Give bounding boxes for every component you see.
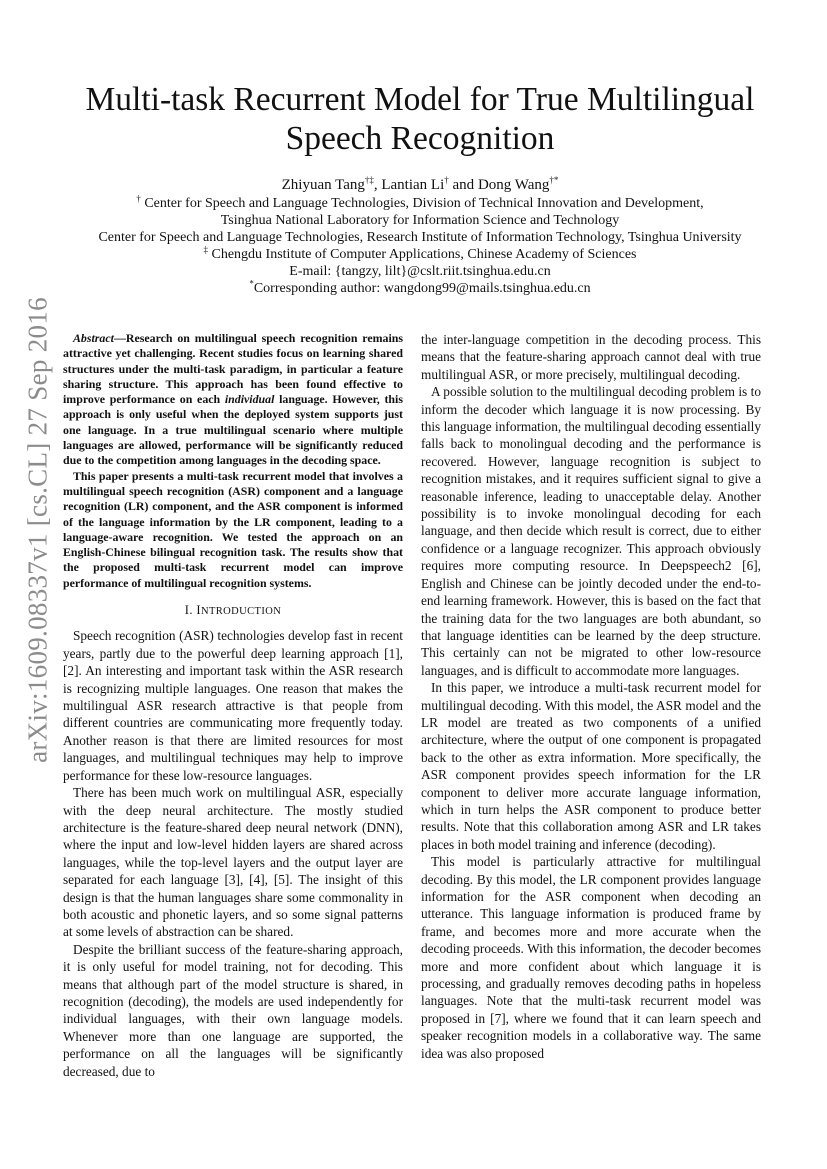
title-line-2: Speech Recognition — [285, 120, 555, 157]
abstract-label: Abstract — [73, 331, 114, 345]
corresponding-text: Corresponding author: wangdong99@mails.tsinghua.edu.cn — [253, 281, 591, 296]
affiliation-1 — [60, 195, 780, 212]
section-heading-introduction — [63, 602, 403, 620]
right-paragraph-1: the inter-language competition in the decoding process. This means that the feature-sharing approach cannot deal with true multilingual ASR, or more precisely, multilingual decoding. — [421, 332, 761, 382]
author-sep-1: , — [373, 177, 382, 193]
corresponding-author — [60, 280, 780, 297]
right-paragraph-2: A possible solution to the multilingual decoding problem is to inform the decoder which language it is now processing. By this language information, the multilingual decoding essentially falls back to monolingual decoding and the performance is recovered. However, language recognition is subject to recognition mistakes, and it requires sufficient signal to give a reasonable inference, leading to unacceptable delay. Another possibility is to invoke monolingual decoding for each language, and then decide which result is correct, due to either confidence or a language recognizer. This approach obviously requires more computing resource. In Deepspeech2 [6], English and Chinese can be jointly decoded under the end-to-end learning framework. However, this is based on the fact that the training data for the two languages are both abundant, so that language identities can be learned by the deep structure. This certainly can not be migrated to other low-resource languages, and is difficult to accommodate more languages. — [421, 384, 761, 678]
author-block — [60, 177, 780, 297]
right-column — [421, 331, 761, 1062]
email: E-mail: {tangzy, lilt}@cslt.riit.tsinghua.edu.cn — [289, 264, 551, 279]
author-2-marks: † — [444, 175, 449, 185]
abstract-p1-emphasis: individual — [224, 392, 275, 407]
author-sep-2: and — [448, 177, 478, 193]
section-number: I. — [184, 603, 197, 618]
corresponding-mark: * — [249, 278, 254, 289]
affiliation-4-text: Chengdu Institute of Computer Applications, Chinese Academy of Sciences — [208, 247, 637, 262]
affiliation-4 — [60, 246, 780, 263]
affiliation-1-text: Center for Speech and Language Technologies, Division of Technical Innovation and Development, — [140, 196, 704, 211]
affiliation-4-mark: ‡ — [203, 244, 208, 255]
affiliation-3: Center for Speech and Language Technologies, Research Institute of Information Technology, Tsinghua University — [98, 230, 742, 245]
title-line-1: Multi-task Recurrent Model for True Multilingual — [85, 81, 755, 118]
author-names — [60, 177, 780, 194]
section-cap: I — [196, 603, 201, 618]
abstract-p1-b: language. However, this approach is only useful when the deployed system supports just one language. In a true multilingual scenario where multiple languages are allowed, performance will be significantly reduced due to the competition among languages in the decoding space. — [63, 392, 403, 468]
section-rest: NTRODUCTION — [200, 606, 282, 618]
right-paragraph-4: This model is particularly attractive for multilingual decoding. By this model, the LR component provides language information for the ASR component when decoding an utterance. This language information is produced frame by frame, and becomes more and more accurate when the decoding proceeds. With this information, the decoder becomes more and more confident about which language it is processing, and gradually removes decoding paths in hopeless languages. Note that the multi-task recurrent model was proposed in [7], where we found that it can learn speech and speaker recognition models in a collaborative way. The same idea was also proposed — [421, 854, 761, 1061]
arxiv-identifier: arXiv:1609.08337v1 [cs.CL] 27 Sep 2016 — [22, 297, 53, 763]
left-paragraph-1: Speech recognition (ASR) technologies develop fast in recent years, partly due to the powerful deep learning approach [1], [2]. An interesting and important task within the ASR research is recognizing multiple languages. One reason that makes the multilingual ASR research attractive is that people from different countries are communicating more frequently today. Another reason is that there are limited resources for most languages, and multilingual techniques may help to improve performance for these low-resource languages. — [63, 628, 403, 783]
abstract-p1-a: —Research on multilingual speech recognition remains attractive yet challenging. Recent studies focus on learning shared structures under the multi-task paradigm, in particular a feature sharing structure. This approach has been found effective to improve performance on each — [63, 331, 403, 407]
author-1: Zhiyuan Tang — [281, 177, 365, 193]
affiliation-1-mark: † — [136, 193, 141, 204]
right-paragraph-3: In this paper, we introduce a multi-task recurrent model for multilingual decoding. With this model, the ASR model and the LR model are treated as two components of a unified architecture, where the output of one component is propagated back to the other as extra information. More specifically, the ASR component provides speech information for the LR component to deliver more accurate language information, which in turn helps the ASR component to produce better results. Note that this collaboration among ASR and LR takes places in both model training and inference (decoding). — [421, 680, 761, 852]
author-3: Dong Wang — [477, 177, 550, 193]
paper-title — [70, 80, 770, 158]
author-2: Lantian Li — [381, 177, 445, 193]
author-1-marks: †‡ — [364, 175, 374, 185]
affiliation-2: Tsinghua National Laboratory for Information Science and Technology — [220, 213, 620, 228]
left-paragraph-2: There has been much work on multilingual ASR, especially with the deep neural architecture. The mostly studied architecture is the feature-shared deep neural network (DNN), where the input and low-level hidden layers are shared across languages, while the top-level layers and the output layer are separated for each language [3], [4], [5]. The insight of this design is that the human languages share some commonality in both acoustic and phonetic layers, and so some signal patterns at some levels of abstraction can be shared. — [63, 785, 403, 940]
left-column — [63, 331, 403, 1080]
abstract-paragraph-2: This paper presents a multi-task recurrent model that involves a multilingual speech recognition (ASR) component and a language recognition (LR) component, and the ASR component is informed of the language information by the LR component, leading to a language-aware recognition. We tested the approach on an English-Chinese bilingual recognition task. The results show that the proposed multi-task recurrent model can improve performance of multilingual recognition systems. — [63, 468, 403, 590]
author-3-marks: †* — [549, 175, 559, 185]
abstract-paragraph-1 — [63, 331, 403, 469]
left-paragraph-3: Despite the brilliant success of the feature-sharing approach, it is only useful for model training, not for decoding. This means that although part of the model structure is shared, in recognition (decoding), the models are used independently for individual languages, with their own language models. Whenever more than one language are supported, the performance on all the languages will be significantly decreased, due to — [63, 941, 403, 1079]
